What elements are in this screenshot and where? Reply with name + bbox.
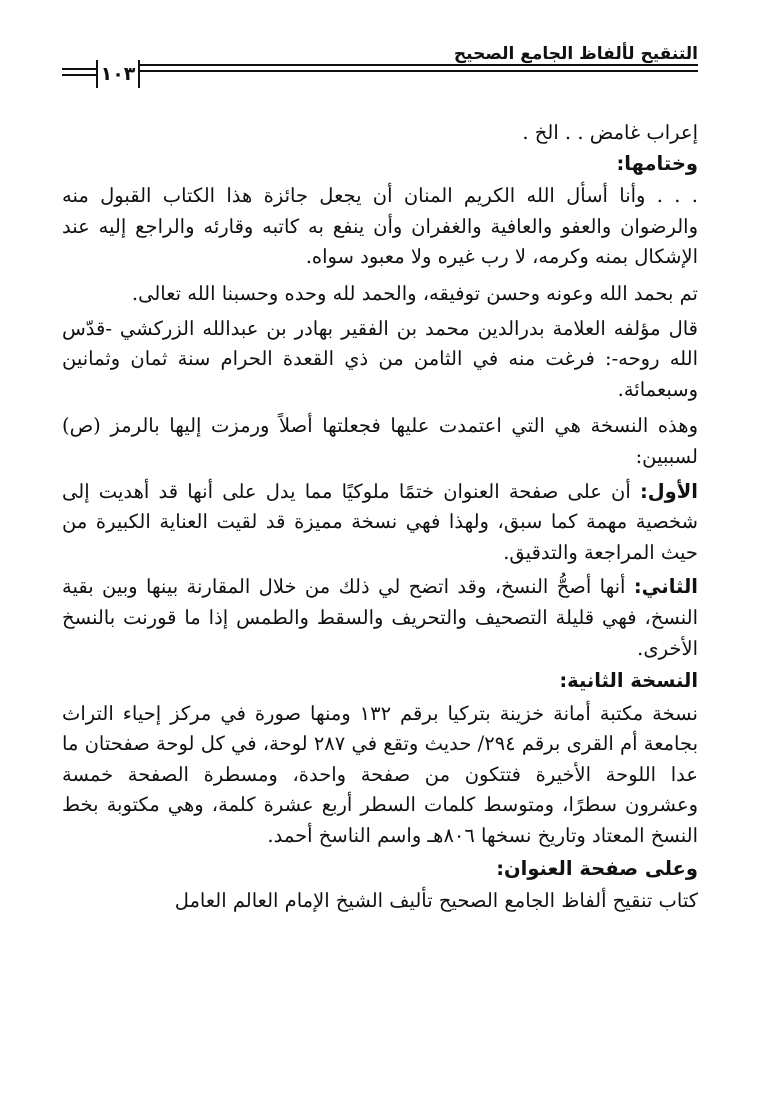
paragraph: [62, 572, 698, 664]
header-rule-top: [136, 64, 698, 66]
paragraph-text: أنها أصحُّ النسخ، وقد اتضح لي ذلك من خلال المقارنة بينها وبين بقية النسخ، فهي قليلة التصحيف والتحريف والسقط والطمس إذا ما قورنت بالنسخ الأخرى.: [62, 575, 698, 660]
paragraph: [62, 118, 698, 149]
paragraph: [62, 314, 698, 406]
paragraph-text: كتاب تنقيح ألفاظ الجامع الصحيح تأليف الشيخ الإمام العالم العامل: [174, 889, 698, 913]
running-title: التنقيح لألفاظ الجامع الصحيح: [453, 44, 698, 64]
paragraph-text: أن على صفحة العنوان ختمًا ملوكيًا مما يدل على أنها قد أهديت إلى شخصية مهمة كما سبق، ولهذا فهي نسخة مميزة قد لقيت العناية الكبيرة من حيث المراجعة والتدقيق.: [62, 479, 698, 564]
paragraph: [62, 699, 698, 852]
paragraph-label: الأول:: [639, 479, 698, 503]
paragraph-text: تم بحمد الله وعونه وحسن توفيقه، والحمد لله وحده وحسبنا الله تعالى.: [131, 281, 698, 305]
page-number: ١٠٣: [96, 60, 140, 88]
paragraph-label: النسخة الثانية:: [559, 669, 698, 693]
paragraph-label: الثاني:: [633, 575, 698, 599]
paragraph-label: وختامها:: [616, 151, 698, 175]
paragraph: [62, 181, 698, 273]
paragraph-text: . . . وأنا أسأل الله الكريم المنان أن يجعل جائزة هذا الكتاب القبول منه والرضوان والعفو والعافية والغفران وأن ينفع به كاتبه وقارئه والراجع إليه عند الإشكال بمنه وكرمه، لا رب غيره ولا معبود سواه.: [62, 184, 698, 269]
paragraph: [62, 279, 698, 310]
left-rule-top: [62, 68, 96, 70]
paragraph-text: نسخة مكتبة أمانة خزينة بتركيا برقم ١٣٢ ومنها صورة في مركز إحياء التراث بجامعة أم القرى برقم ٢٩٤/ حديث وتقع في ٢٨٧ لوحة، في كل لوحة صفحتان ما عدا اللوحة الأخيرة فتتكون من صفحة واحدة، ومسطرة الصفحة خمسة وعشرون سطرًا، ومتوسط كلمات السطر أربع عشرة كلمة، وهي مكتوبة بخط النسخ المعتاد وتاريخ نسخها ٨٠٦هـ واسم الناسخ أحمد.: [62, 701, 699, 848]
paragraph: [62, 411, 698, 472]
left-rule-bottom: [62, 74, 96, 76]
paragraph-text: إعراب غامض . . الخ .: [522, 121, 698, 144]
paragraph-text: وهذه النسخة هي التي اعتمدت عليها فجعلتها أصلاً ورمزت إليها بالرمز (ص) لسببين:: [62, 414, 698, 468]
header-rule-bottom: [136, 70, 698, 72]
page-header: [0, 0, 760, 90]
section-heading: [62, 666, 698, 697]
section-heading: [62, 854, 698, 885]
paragraph: [62, 477, 698, 569]
paragraph-text: قال مؤلفه العلامة بدرالدين محمد بن الفقير بهادر بن عبدالله الزركشي -قدّس الله روحه-: فرغت منه في الثامن من ذي القعدة الحرام سنة ثمان وثمانين وسبعمائة.: [62, 316, 698, 401]
section-heading: [62, 149, 698, 180]
paragraph-label: وعلى صفحة العنوان:: [496, 856, 698, 880]
paragraph: [62, 886, 698, 917]
page-body: [62, 118, 698, 917]
